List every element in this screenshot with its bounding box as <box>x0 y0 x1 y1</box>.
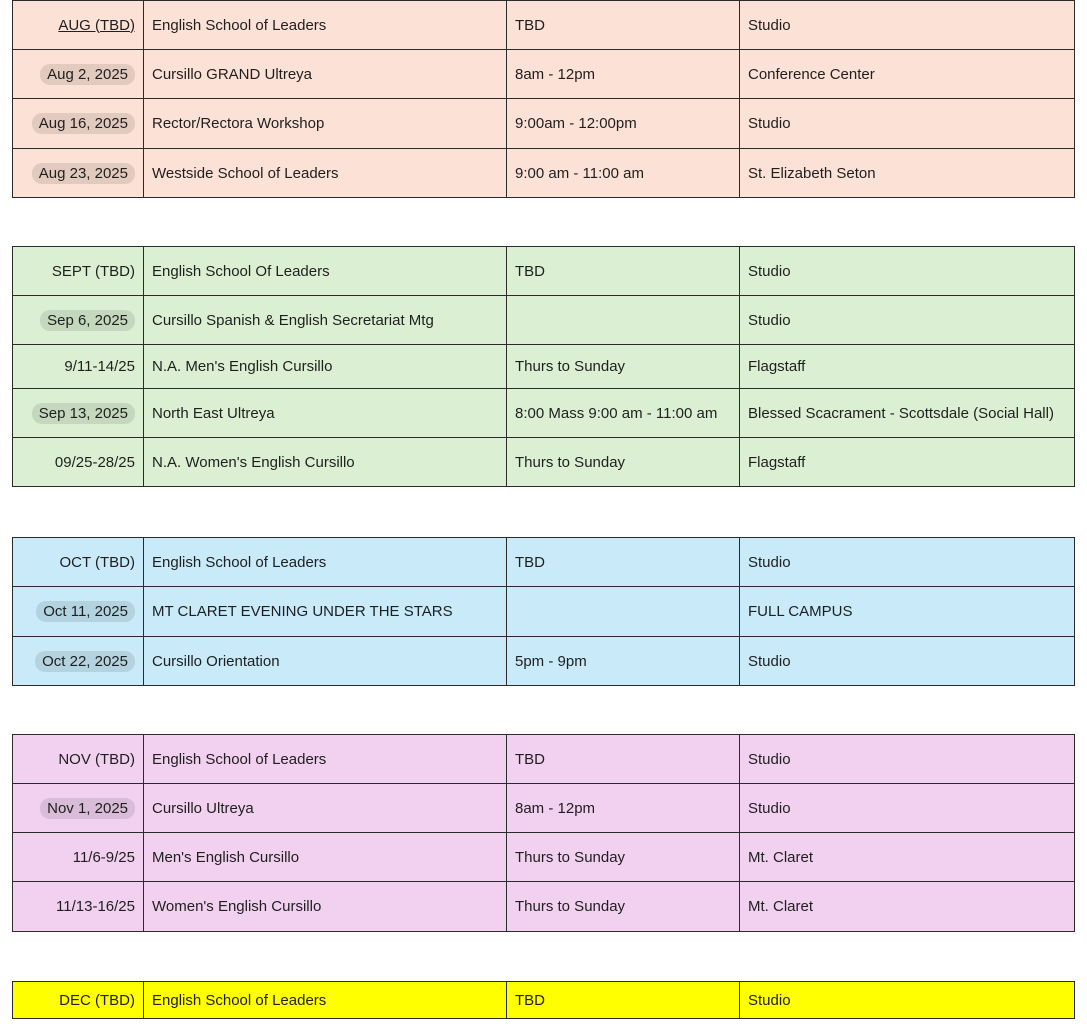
date-cell[interactable] <box>13 50 144 99</box>
date-chip[interactable]: Oct 11, 2025 <box>36 601 135 622</box>
august-events-table <box>12 0 1075 198</box>
december-events-table <box>12 981 1075 1019</box>
event-cell[interactable]: N.A. Women's English Cursillo <box>144 438 507 487</box>
date-cell[interactable] <box>13 99 144 149</box>
location-cell[interactable]: Studio <box>740 99 1075 149</box>
september-events-table <box>12 246 1075 487</box>
table-row <box>13 1 1075 50</box>
time-cell[interactable]: 8am - 12pm <box>507 784 740 833</box>
table-row <box>13 438 1075 487</box>
event-cell[interactable]: Cursillo GRAND Ultreya <box>144 50 507 99</box>
date-cell[interactable]: SEPT (TBD) <box>13 247 144 296</box>
table-row <box>13 735 1075 784</box>
time-cell[interactable]: 5pm - 9pm <box>507 637 740 686</box>
event-cell[interactable]: Rector/Rectora Workshop <box>144 99 507 149</box>
table-row <box>13 833 1075 882</box>
date-chip[interactable]: Sep 6, 2025 <box>40 310 135 331</box>
time-cell[interactable]: TBD <box>507 735 740 784</box>
october-events-table <box>12 537 1075 686</box>
table-row <box>13 882 1075 932</box>
november-events-table <box>12 734 1075 932</box>
table-row <box>13 982 1075 1019</box>
time-cell[interactable]: Thurs to Sunday <box>507 345 740 389</box>
table-row <box>13 784 1075 833</box>
event-cell[interactable]: Cursillo Orientation <box>144 637 507 686</box>
time-cell[interactable] <box>507 587 740 637</box>
time-cell[interactable]: Thurs to Sunday <box>507 882 740 932</box>
date-cell[interactable] <box>13 389 144 438</box>
table-row <box>13 345 1075 389</box>
location-cell[interactable]: St. Elizabeth Seton <box>740 149 1075 198</box>
event-cell[interactable]: Cursillo Ultreya <box>144 784 507 833</box>
event-cell[interactable]: Women's English Cursillo <box>144 882 507 932</box>
location-cell[interactable]: Flagstaff <box>740 438 1075 487</box>
location-cell[interactable]: Studio <box>740 735 1075 784</box>
event-cell[interactable]: English School of Leaders <box>144 982 507 1019</box>
event-cell[interactable]: English School Of Leaders <box>144 247 507 296</box>
location-cell[interactable]: Blessed Scacrament - Scottsdale (Social Hall) <box>740 389 1075 438</box>
date-cell[interactable] <box>13 149 144 198</box>
event-cell[interactable]: Westside School of Leaders <box>144 149 507 198</box>
table-row <box>13 99 1075 149</box>
table-row <box>13 50 1075 99</box>
date-cell[interactable] <box>13 296 144 345</box>
date-cell[interactable]: DEC (TBD) <box>13 982 144 1019</box>
date-cell[interactable] <box>13 784 144 833</box>
event-cell[interactable]: North East Ultreya <box>144 389 507 438</box>
location-cell[interactable]: Studio <box>740 982 1075 1019</box>
date-cell[interactable]: OCT (TBD) <box>13 538 144 587</box>
date-chip[interactable]: Sep 13, 2025 <box>32 403 135 424</box>
table-row <box>13 296 1075 345</box>
date-cell[interactable]: 09/25-28/25 <box>13 438 144 487</box>
table-row <box>13 389 1075 438</box>
location-cell[interactable]: Studio <box>740 637 1075 686</box>
time-cell[interactable]: TBD <box>507 247 740 296</box>
time-cell[interactable]: TBD <box>507 982 740 1019</box>
date-cell[interactable]: 11/6-9/25 <box>13 833 144 882</box>
table-row <box>13 538 1075 587</box>
date-cell[interactable]: NOV (TBD) <box>13 735 144 784</box>
date-cell[interactable]: 9/11-14/25 <box>13 345 144 389</box>
date-chip[interactable]: Oct 22, 2025 <box>35 651 135 672</box>
table-row <box>13 149 1075 198</box>
date-cell[interactable] <box>13 1 144 50</box>
time-cell[interactable]: Thurs to Sunday <box>507 438 740 487</box>
event-cell[interactable]: MT CLARET EVENING UNDER THE STARS <box>144 587 507 637</box>
location-cell[interactable]: Studio <box>740 784 1075 833</box>
time-cell[interactable]: 8:00 Mass 9:00 am - 11:00 am <box>507 389 740 438</box>
event-cell[interactable]: English School of Leaders <box>144 1 507 50</box>
time-cell[interactable]: TBD <box>507 538 740 587</box>
location-cell[interactable]: Studio <box>740 1 1075 50</box>
date-chip[interactable]: Nov 1, 2025 <box>40 798 135 819</box>
table-row <box>13 247 1075 296</box>
event-cell[interactable]: English School of Leaders <box>144 538 507 587</box>
date-cell[interactable]: 11/13-16/25 <box>13 882 144 932</box>
time-cell[interactable]: 9:00 am - 11:00 am <box>507 149 740 198</box>
date-link[interactable]: AUG (TBD) <box>58 16 135 34</box>
time-cell[interactable]: 8am - 12pm <box>507 50 740 99</box>
time-cell[interactable]: TBD <box>507 1 740 50</box>
date-chip[interactable]: Aug 2, 2025 <box>40 64 135 85</box>
time-cell[interactable]: 9:00am - 12:00pm <box>507 99 740 149</box>
location-cell[interactable]: Conference Center <box>740 50 1075 99</box>
date-cell[interactable] <box>13 587 144 637</box>
date-cell[interactable] <box>13 637 144 686</box>
location-cell[interactable]: Mt. Claret <box>740 833 1075 882</box>
event-cell[interactable]: English School of Leaders <box>144 735 507 784</box>
table-row <box>13 637 1075 686</box>
date-chip[interactable]: Aug 23, 2025 <box>32 163 135 184</box>
table-row <box>13 587 1075 637</box>
location-cell[interactable]: FULL CAMPUS <box>740 587 1075 637</box>
location-cell[interactable]: Studio <box>740 247 1075 296</box>
location-cell[interactable]: Flagstaff <box>740 345 1075 389</box>
event-cell[interactable]: Men's English Cursillo <box>144 833 507 882</box>
event-cell[interactable]: N.A. Men's English Cursillo <box>144 345 507 389</box>
time-cell[interactable] <box>507 296 740 345</box>
location-cell[interactable]: Studio <box>740 296 1075 345</box>
time-cell[interactable]: Thurs to Sunday <box>507 833 740 882</box>
location-cell[interactable]: Mt. Claret <box>740 882 1075 932</box>
date-chip[interactable]: Aug 16, 2025 <box>32 113 135 134</box>
location-cell[interactable]: Studio <box>740 538 1075 587</box>
event-cell[interactable]: Cursillo Spanish & English Secretariat Mtg <box>144 296 507 345</box>
